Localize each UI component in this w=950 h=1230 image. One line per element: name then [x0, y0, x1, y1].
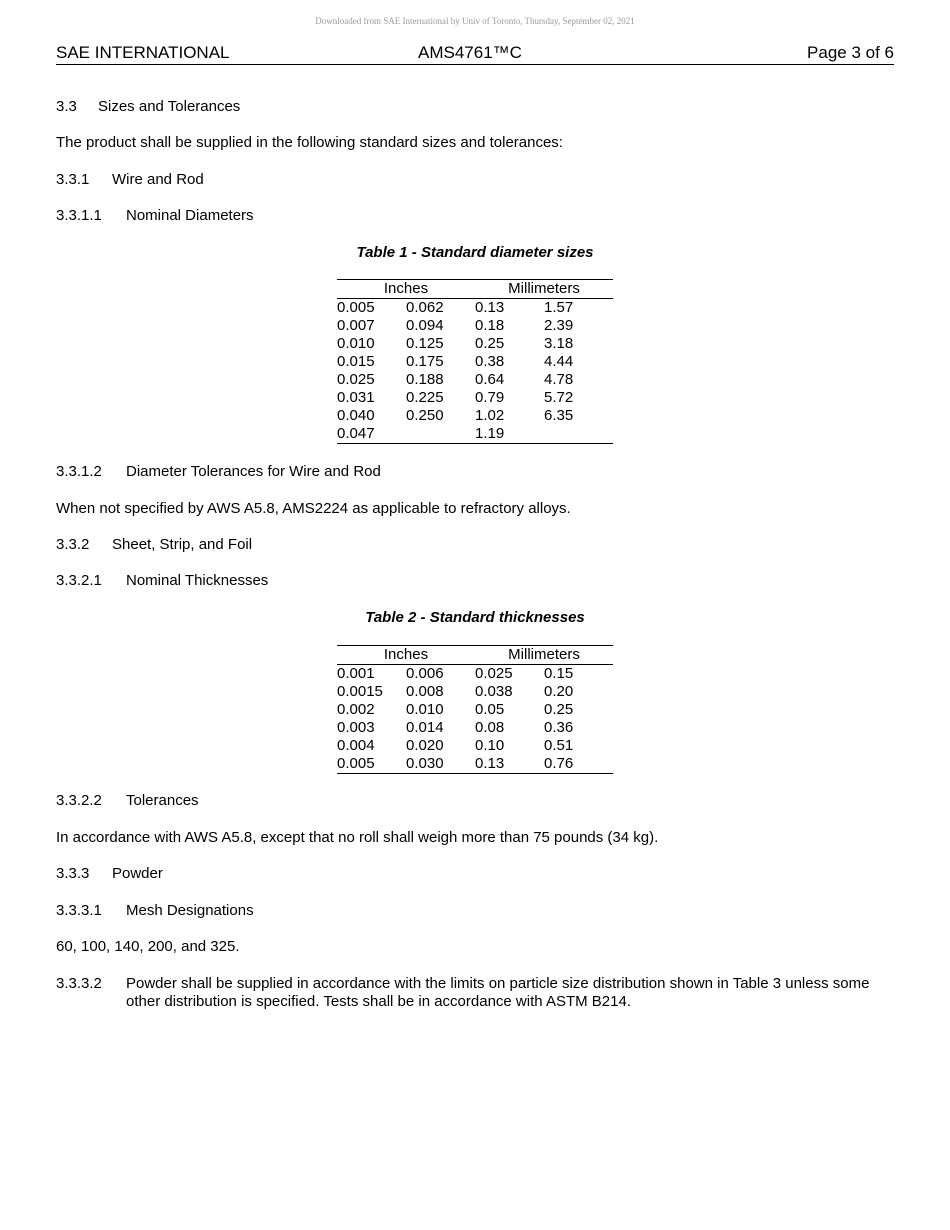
table-cell: 5.72 [544, 389, 574, 406]
section-number: 3.3.2.2 [56, 792, 102, 809]
section-title: Nominal Thicknesses [126, 572, 269, 589]
table-row [337, 755, 613, 774]
table-cell: 0.038 [475, 683, 513, 700]
table-row [337, 407, 613, 425]
table-cell: 0.005 [337, 299, 375, 316]
section-heading-3-3-2-2 [56, 792, 199, 810]
table1-diameter-sizes [337, 279, 613, 444]
table-cell: 0.188 [406, 371, 444, 388]
section-heading-3-3-1-2 [56, 463, 381, 481]
table-cell: 0.64 [475, 371, 505, 388]
table-cell: 0.36 [544, 719, 574, 736]
table2-body [337, 665, 613, 774]
section-number: 3.3.1.2 [56, 463, 102, 480]
table-cell: 0.010 [337, 335, 375, 352]
paragraph-3-3-3-2: Powder shall be supplied in accordance with the limits on particle size distribution shown in Table 3 unless some other distribution is specified. Tests shall be in accordance with ASTM B214. [126, 975, 870, 1010]
table-cell: 0.025 [475, 665, 513, 682]
section-heading-3-3 [56, 98, 240, 116]
table2-header-millimeters: Millimeters [475, 646, 613, 665]
table-cell: 0.005 [337, 755, 406, 774]
table-cell: 0.025 [337, 371, 375, 388]
section-number: 3.3 [56, 98, 77, 115]
table-cell: 0.003 [337, 719, 375, 736]
header-organization: SAE INTERNATIONAL [56, 43, 230, 62]
table-row [337, 665, 613, 684]
table1-header-inches: Inches [337, 280, 475, 299]
section-heading-3-3-2 [56, 536, 252, 554]
section-title: Tolerances [126, 792, 199, 809]
paragraph-3-3-1-2: When not specified by AWS A5.8, AMS2224 as applicable to refractory alloys. [56, 500, 571, 517]
table-cell [544, 425, 613, 444]
table-row [337, 317, 613, 335]
header-page-number: Page 3 of 6 [807, 43, 894, 62]
table-cell: 0.007 [337, 317, 375, 334]
table-cell: 0.125 [406, 335, 444, 352]
section-number: 3.3.2 [56, 536, 90, 553]
table-cell: 4.44 [544, 353, 574, 370]
table-row [337, 737, 613, 755]
section-number: 3.3.1.1 [56, 207, 102, 224]
table1-header-millimeters: Millimeters [475, 280, 613, 299]
table-cell: 0.38 [475, 353, 505, 370]
table-cell: 0.047 [337, 425, 406, 444]
table-cell: 0.15 [544, 665, 574, 682]
table-cell: 0.225 [406, 389, 444, 406]
section-number: 3.3.3.1 [56, 902, 102, 919]
section-title: Nominal Diameters [126, 207, 254, 224]
table-row [337, 353, 613, 371]
paragraph-3-3-3-1: 60, 100, 140, 200, and 325. [56, 938, 240, 955]
table-row [337, 389, 613, 407]
section-number: 3.3.3.2 [56, 975, 102, 992]
table-cell: 0.014 [406, 719, 444, 736]
table-row [337, 719, 613, 737]
table-cell: 0.030 [406, 755, 475, 774]
table2-caption: Table 2 - Standard thicknesses [365, 609, 585, 626]
table-cell: 0.0015 [337, 683, 383, 700]
table-row [337, 701, 613, 719]
intro-paragraph: The product shall be supplied in the following standard sizes and tolerances: [56, 134, 563, 151]
header-document-number: AMS4761™C [418, 43, 522, 62]
section-number: 3.3.1 [56, 171, 90, 188]
paragraph-3-3-2-2: In accordance with AWS A5.8, except that no roll shall weigh more than 75 pounds (34 kg). [56, 829, 659, 846]
table1-caption: Table 1 - Standard diameter sizes [356, 244, 594, 261]
table-cell: 1.57 [544, 299, 574, 316]
table-cell: 0.10 [475, 737, 505, 754]
table-row [337, 683, 613, 701]
section-title: Wire and Rod [112, 171, 204, 188]
table-cell: 0.250 [406, 407, 444, 424]
table-cell: 0.002 [337, 701, 375, 718]
section-3-3-3-2 [56, 975, 896, 1011]
section-heading-3-3-1 [56, 171, 204, 189]
table-cell: 0.08 [475, 719, 505, 736]
section-title: Sizes and Tolerances [98, 98, 241, 115]
table2-header-inches: Inches [337, 646, 475, 665]
section-title: Mesh Designations [126, 902, 254, 919]
section-heading-3-3-3-1 [56, 902, 254, 920]
section-number: 3.3.2.1 [56, 572, 102, 589]
table1-body [337, 299, 613, 444]
section-number: 3.3.3 [56, 865, 90, 882]
section-heading-3-3-2-1 [56, 572, 268, 590]
table-cell [406, 425, 475, 444]
table-cell: 0.76 [544, 755, 613, 774]
table-cell: 0.05 [475, 701, 505, 718]
page-header [56, 43, 894, 65]
table-cell: 0.13 [475, 755, 544, 774]
table-cell: 0.008 [406, 683, 444, 700]
section-heading-3-3-1-1 [56, 207, 254, 225]
table-cell: 0.040 [337, 407, 375, 424]
table2-standard-thicknesses [337, 645, 613, 774]
table-cell: 0.25 [475, 335, 505, 352]
table-cell: 2.39 [544, 317, 574, 334]
table-cell: 6.35 [544, 407, 574, 424]
table-cell: 0.175 [406, 353, 444, 370]
table-cell: 0.001 [337, 665, 375, 682]
table-cell: 4.78 [544, 371, 574, 388]
table-cell: 1.02 [475, 407, 505, 424]
table-cell: 0.010 [406, 701, 444, 718]
section-title: Diameter Tolerances for Wire and Rod [126, 463, 381, 480]
table-cell: 0.20 [544, 683, 574, 700]
section-title: Sheet, Strip, and Foil [112, 536, 253, 553]
section-heading-3-3-3 [56, 865, 163, 883]
table-cell: 0.020 [406, 737, 444, 754]
download-watermark: Downloaded from SAE International by Univ of Toronto, Thursday, September 02, 2021 [315, 16, 635, 26]
table-cell: 1.19 [475, 425, 544, 444]
table-cell: 0.062 [406, 299, 444, 316]
table-cell: 0.094 [406, 317, 444, 334]
table-cell: 0.51 [544, 737, 574, 754]
table-cell: 0.25 [544, 701, 574, 718]
table-row [337, 425, 613, 444]
table-cell: 3.18 [544, 335, 574, 352]
section-title: Powder [112, 865, 163, 882]
table-row [337, 371, 613, 389]
table-row [337, 335, 613, 353]
table-cell: 0.006 [406, 665, 444, 682]
table-cell: 0.18 [475, 317, 505, 334]
table-cell: 0.004 [337, 737, 375, 754]
table-cell: 0.015 [337, 353, 375, 370]
table-row [337, 299, 613, 318]
table-cell: 0.79 [475, 389, 505, 406]
table-cell: 0.13 [475, 299, 505, 316]
table-cell: 0.031 [337, 389, 375, 406]
